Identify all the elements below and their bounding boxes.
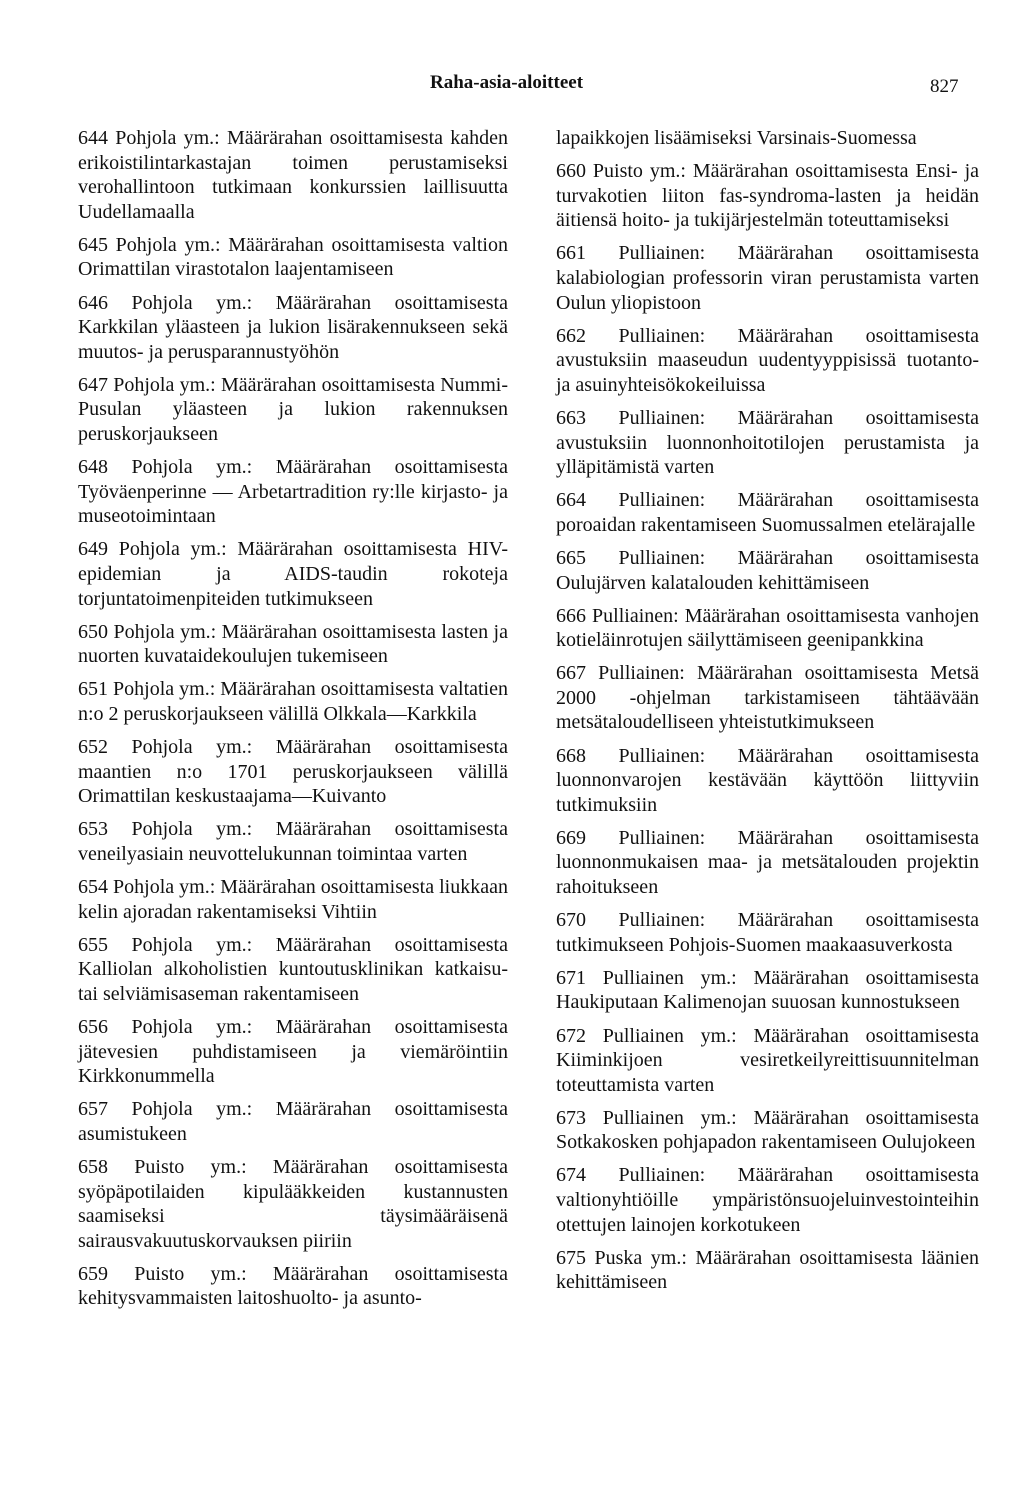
list-item bbox=[556, 1106, 979, 1155]
running-title: Raha-asia-aloitteet bbox=[430, 72, 584, 93]
entry-text: 647 Pohjola ym.: Määrärahan osoittamisesta Nummi-Pusulan yläasteen ja lukion rakennuksen peruskorjaukseen bbox=[78, 373, 508, 446]
list-item bbox=[78, 373, 508, 447]
entry-text: 646 Pohjola ym.: Määrärahan osoittamisesta Karkkilan yläasteen ja lukion lisärakennukseen sekä muutos- ja perusparannustyöhön bbox=[78, 291, 508, 363]
entry-text: 655 Pohjola ym.: Määrärahan osoittamisesta Kalliolan alkoholistien kuntoutusklinikan katkaisu- tai selviämisaseman rakentamiseen bbox=[78, 933, 508, 1005]
entry-text: 651 Pohjola ym.: Määrärahan osoittamisesta valtatien n:o 2 peruskorjaukseen välillä Olkkala—Karkkila bbox=[78, 678, 508, 725]
list-item bbox=[556, 406, 979, 480]
entry-text: 648 Pohjola ym.: Määrärahan osoittamisesta Työväenperinne — Arbetartradition ry:lle kirjasto- ja museotoimintaan bbox=[78, 456, 508, 528]
list-item bbox=[78, 933, 508, 1007]
entry-text: 658 Puisto ym.: Määrärahan osoittamisesta syöpäpotilaiden kipulääkkeiden kustannusten saamiseksi täysimääräisenä sairausvakuutuskorvauksen piiriin bbox=[78, 1155, 508, 1252]
entry-text: 670 Pulliainen: Määrärahan osoittamisesta tutkimukseen Pohjois-Suomen maakaasuverkosta bbox=[556, 909, 979, 956]
list-item bbox=[556, 966, 979, 1015]
entry-text: 662 Pulliainen: Määrärahan osoittamisesta avustuksiin maaseudun uudentyyppisissä tuotanto- ja asuinyhteisökokeiluissa bbox=[556, 324, 979, 396]
list-item bbox=[556, 488, 979, 537]
list-item-continuation bbox=[556, 126, 979, 151]
list-item bbox=[78, 233, 508, 282]
list-item bbox=[78, 126, 508, 224]
entry-text: 649 Pohjola ym.: Määrärahan osoittamisesta HIV-epidemian ja AIDS-taudin rokoteja torjuntatoimenpiteiden tutkimukseen bbox=[78, 538, 508, 610]
entry-text: 644 Pohjola ym.: Määrärahan osoittamisesta kahden erikoistilintarkastajan toimen perustamiseksi verohallintoon tutkimaan konkurssien laillisuutta Uudellamaalla bbox=[78, 127, 508, 223]
entry-text: 673 Pulliainen ym.: Määrärahan osoittamisesta Sotkakosken pohjapadon rakentamiseen Oulujokeen bbox=[556, 1106, 979, 1154]
entry-text: 665 Pulliainen: Määrärahan osoittamisesta Oulujärven kalatalouden kehittämiseen bbox=[556, 546, 979, 594]
entry-text: 656 Pohjola ym.: Määrärahan osoittamisesta jätevesien puhdistamiseen ja viemäröintiin Kirkkonummella bbox=[78, 1016, 508, 1088]
entry-text: 661 Pulliainen: Määrärahan osoittamisesta kalabiologian professorin viran perustamista varten Oulun yliopistoon bbox=[556, 242, 979, 314]
list-item bbox=[78, 817, 508, 866]
list-item bbox=[78, 1262, 508, 1311]
list-item bbox=[556, 241, 979, 315]
entry-text: 671 Pulliainen ym.: Määrärahan osoittamisesta Haukiputaan Kalimenojan suuosan kunnostukseen bbox=[556, 966, 979, 1014]
list-item bbox=[556, 661, 979, 735]
list-item bbox=[556, 1024, 979, 1098]
list-item bbox=[556, 159, 979, 233]
entry-text: 660 Puisto ym.: Määrärahan osoittamisesta Ensi- ja turvakotien liiton fas-syndroma-lasten ja heidän äitiensä hoito- ja tukijärjestelmän toteuttamiseksi bbox=[556, 160, 979, 232]
list-item bbox=[78, 735, 508, 809]
right-column bbox=[556, 126, 979, 1303]
list-item bbox=[556, 1246, 979, 1295]
list-item bbox=[78, 537, 508, 611]
list-item bbox=[78, 620, 508, 669]
entry-text: 650 Pohjola ym.: Määrärahan osoittamisesta lasten ja nuorten kuvataidekoulujen tukemiseen bbox=[78, 620, 508, 668]
list-item bbox=[78, 875, 508, 924]
list-item bbox=[78, 455, 508, 529]
entry-text: 664 Pulliainen: Määrärahan osoittamisesta poroaidan rakentamiseen Suomussalmen etelärajalle bbox=[556, 489, 979, 536]
list-item bbox=[78, 1155, 508, 1253]
entry-text: 667 Pulliainen: Määrärahan osoittamisesta Metsä 2000 -ohjelman tarkistamiseen tähtäävään metsätaloudelliseen yhteistutkimukseen bbox=[556, 662, 979, 734]
list-item bbox=[556, 324, 979, 398]
list-item bbox=[556, 1163, 979, 1237]
entry-text: 675 Puska ym.: Määrärahan osoittamisesta läänien kehittämiseen bbox=[556, 1246, 979, 1294]
entry-text: 652 Pohjola ym.: Määrärahan osoittamisesta maantien n:o 1701 peruskorjaukseen välillä Orimattilan keskustaajama—Kuivanto bbox=[78, 736, 508, 808]
entry-text: 669 Pulliainen: Määrärahan osoittamisesta luonnonmukaisen maa- ja metsätalouden projektin rahoitukseen bbox=[556, 826, 979, 899]
list-item bbox=[556, 908, 979, 957]
list-item bbox=[556, 604, 979, 653]
entry-text: 663 Pulliainen: Määrärahan osoittamisesta avustuksiin luonnonhoitotilojen perustamista ja ylläpitämistä varten bbox=[556, 406, 979, 479]
entry-text: lapaikkojen lisäämiseksi Varsinais-Suomessa bbox=[556, 127, 917, 149]
list-item bbox=[78, 1015, 508, 1089]
entry-text: 672 Pulliainen ym.: Määrärahan osoittamisesta Kiiminkijoen vesiretkeilyreittisuunnitelman toteuttamista varten bbox=[556, 1024, 979, 1096]
entry-text: 659 Puisto ym.: Määrärahan osoittamisesta kehitysvammaisten laitoshuolto- ja asunto- bbox=[78, 1262, 508, 1310]
list-item bbox=[78, 1097, 508, 1146]
page-number: 827 bbox=[930, 76, 959, 97]
list-item bbox=[78, 677, 508, 726]
list-item bbox=[556, 546, 979, 595]
entry-text: 668 Pulliainen: Määrärahan osoittamisesta luonnonvarojen kestävään käyttöön liittyviin tutkimuksiin bbox=[556, 744, 979, 816]
entry-text: 657 Pohjola ym.: Määrärahan osoittamisesta asumistukeen bbox=[78, 1098, 508, 1145]
list-item bbox=[78, 291, 508, 365]
entry-text: 653 Pohjola ym.: Määrärahan osoittamisesta veneilyasiain neuvottelukunnan toimintaa varten bbox=[78, 818, 508, 865]
entry-text: 654 Pohjola ym.: Määrärahan osoittamisesta liukkaan kelin ajoradan rakentamiseksi Vihtiin bbox=[78, 876, 508, 923]
entry-text: 666 Pulliainen: Määrärahan osoittamisesta vanhojen kotieläinrotujen säilyttämiseen geenipankkina bbox=[556, 604, 979, 652]
list-item bbox=[556, 826, 979, 900]
entry-text: 645 Pohjola ym.: Määrärahan osoittamisesta valtion Orimattilan virastotalon laajentamiseen bbox=[78, 233, 508, 281]
page-header bbox=[0, 72, 1024, 102]
left-column bbox=[78, 126, 508, 1320]
list-item bbox=[556, 744, 979, 818]
entry-text: 674 Pulliainen: Määrärahan osoittamisesta valtionyhtiöille ympäristönsuojeluinvestointeihin otettujen lainojen korkotukeen bbox=[556, 1164, 979, 1236]
